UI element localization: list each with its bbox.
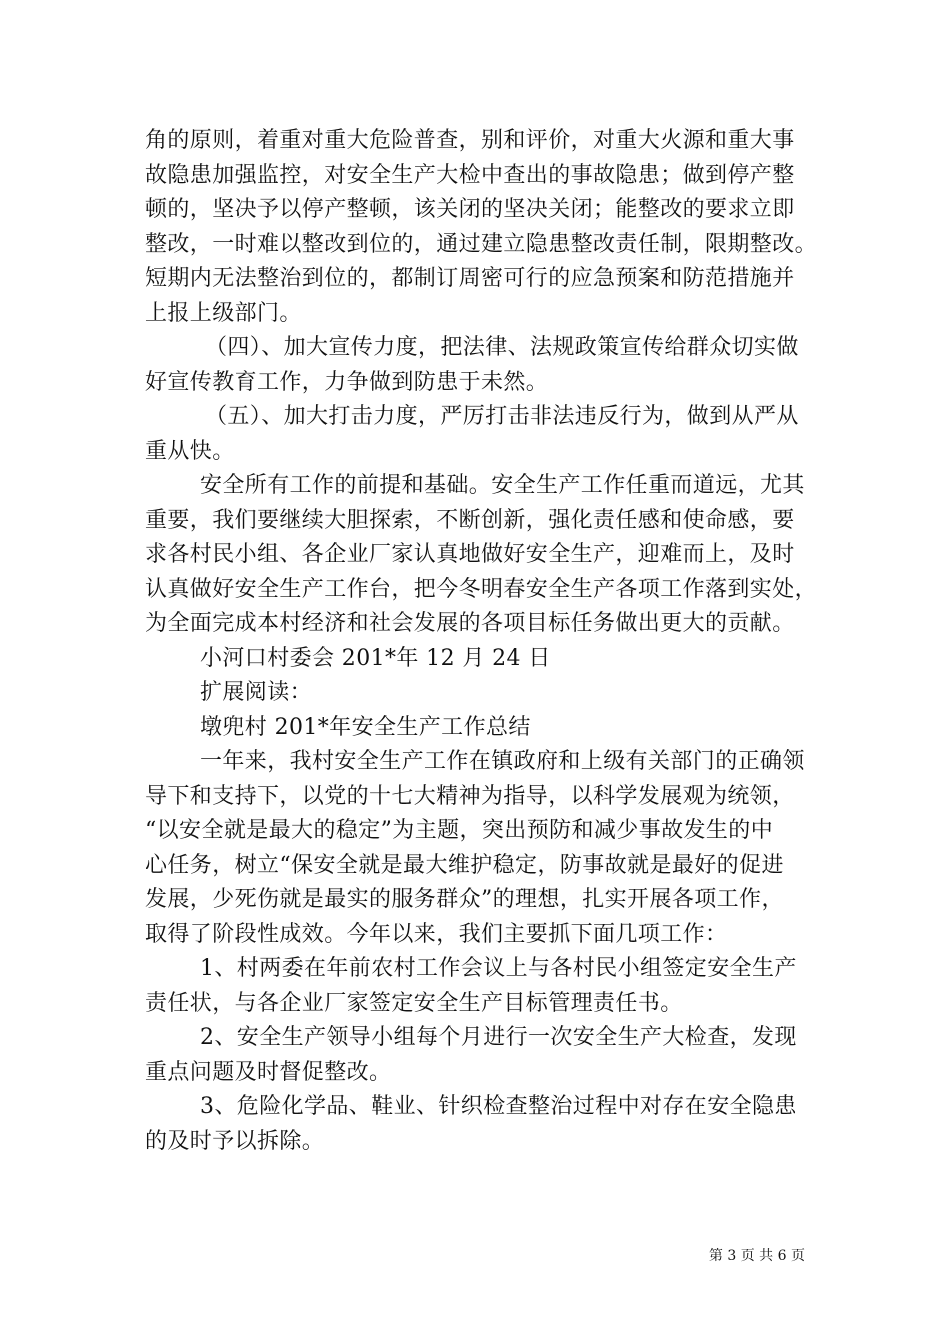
text-line: 责任状，与各企业厂家签定安全生产目标管理责任书。 <box>145 990 683 1016</box>
text-line: 取得了阶段性成效。今年以来，我们主要抓下面几项工作： <box>145 921 728 947</box>
list-item-1: 1、村两委在年前农村工作会议上与各村民小组签定安全生产 <box>200 956 797 981</box>
text-line: 上报上级部门。 <box>145 300 302 326</box>
list-item-2: 2、安全生产领导小组每个月进行一次安全生产大检查，发现 <box>200 1025 797 1050</box>
text-line: 角的原则，着重对重大危险普查，别和评价，对重大火源和重大事 <box>145 128 795 153</box>
text-line: 为全面完成本村经济和社会发展的各项目标任务做出更大的贡献。 <box>145 611 795 636</box>
text-line: 发展，少死伤就是最实的服务群众”的理想，扎实开展各项工作， <box>145 887 784 912</box>
text-line: 好宣传教育工作，力争做到防患于未然。 <box>145 369 549 395</box>
paragraph-start: 一年来，我村安全生产工作在镇政府和上级有关部门的正确领 <box>200 749 805 774</box>
text-line: 短期内无法整治到位的，都制订周密可行的应急预案和防范措施并 <box>145 266 795 291</box>
text-line: “以安全就是最大的稳定”为主题，突出预防和减少事故发生的中 <box>145 818 774 843</box>
text-line: 的及时予以拆除。 <box>145 1128 325 1154</box>
extended-reading-label: 扩展阅读： <box>200 680 313 705</box>
list-item-3: 3、危险化学品、鞋业、针织检查整治过程中对存在安全隐患 <box>200 1094 797 1119</box>
text-line: 故隐患加强监控，对安全生产大检中查出的事故隐患；做到停产整 <box>145 162 795 188</box>
text-line: 整改，一时难以整改到位的，通过建立隐患整改责任制，限期整改。 <box>145 231 818 257</box>
section-five-heading: （五）、加大打击力度，严厉打击非法违反行为，做到从严从 <box>205 404 799 429</box>
text-line: 心任务，树立“保安全就是最大维护稳定，防事故就是最好的促进 <box>145 852 784 878</box>
page-number: 第 3 页 共 6 页 <box>708 1248 805 1264</box>
document-body <box>145 124 818 1159</box>
paragraph-start: 安全所有工作的前提和基础。安全生产工作任重而道远，尤其 <box>200 473 805 498</box>
text-line: 导下和支持下，以党的十七大精神为指导，以科学发展观为统领， <box>145 783 795 809</box>
text-line: 重点问题及时督促整改。 <box>145 1059 392 1085</box>
text-line: 求各村民小组、各企业厂家认真地做好安全生产，迎难而上，及时 <box>145 542 795 567</box>
text-line: 顿的，坚决予以停产整顿，该关闭的坚决关闭；能整改的要求立即 <box>145 197 795 222</box>
text-line: 重要，我们要继续大胆探索，不断创新，强化责任感和使命感，要 <box>145 507 795 533</box>
signature-date: 小河口村委会 201*年 12 月 24 日 <box>200 645 551 671</box>
text-line: 重从快。 <box>145 438 235 464</box>
article-title: 墩兜村 201*年安全生产工作总结 <box>200 714 531 740</box>
section-four-heading: （四）、加大宣传力度，把法律、法规政策宣传给群众切实做 <box>205 335 799 360</box>
text-line: 认真做好安全生产工作台，把今冬明春安全生产各项工作落到实处， <box>145 576 818 602</box>
